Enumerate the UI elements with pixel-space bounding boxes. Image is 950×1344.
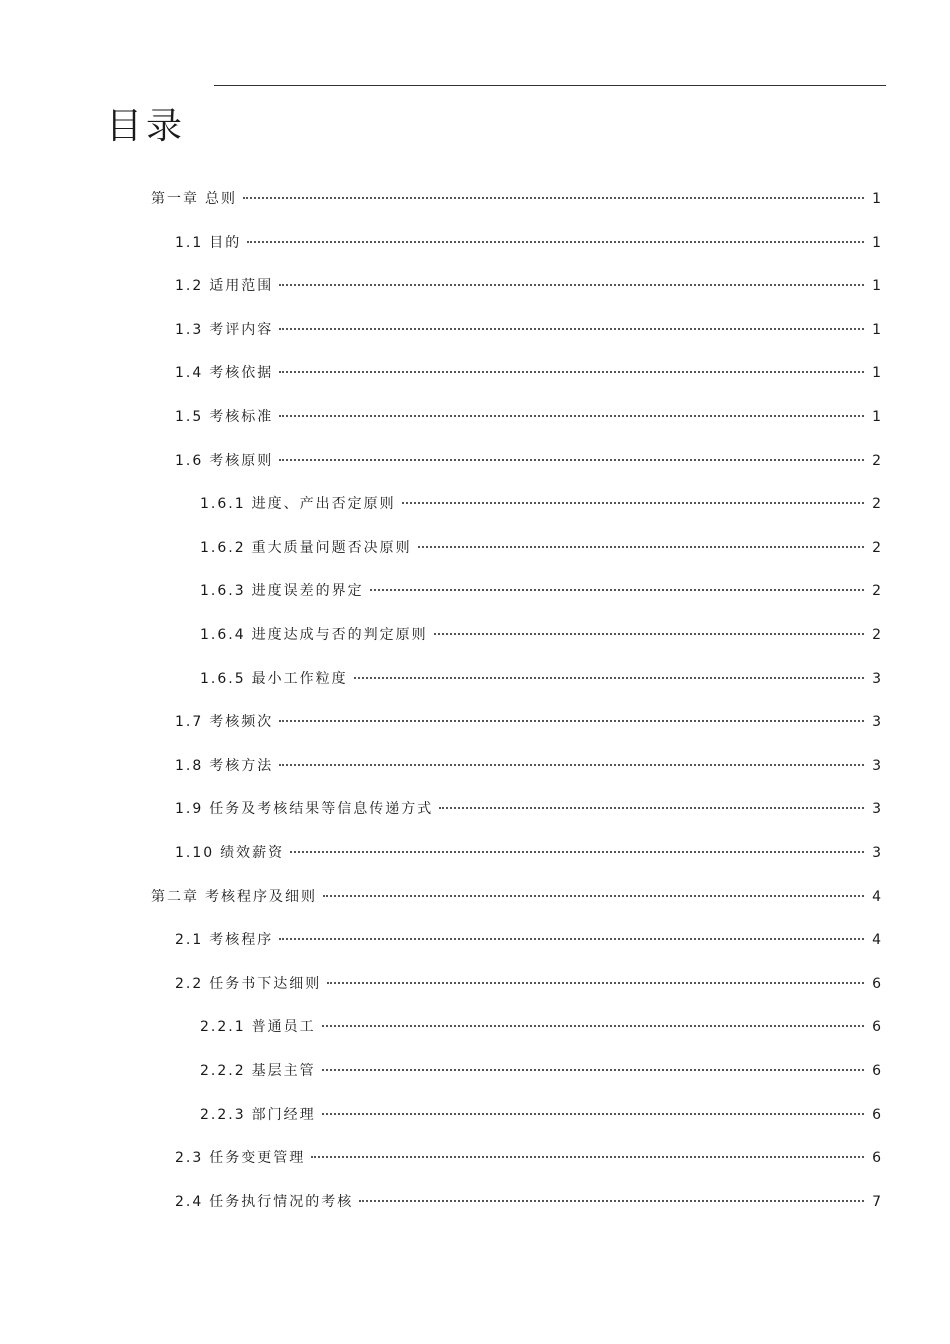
toc-entry-page-number: 2 [872,496,881,512]
dot-leader [370,589,864,591]
toc-entry-number: 1.2 [175,278,204,294]
toc-entry-page-number: 3 [872,801,881,817]
toc-entry-number: 1.6.2 [200,540,246,556]
toc-entry[interactable] [200,667,881,691]
toc-entry-label: 适用范围 [209,278,274,294]
toc-entry[interactable] [175,1190,881,1214]
toc-entry-page-number: 3 [872,671,881,687]
toc-entry-page-number: 2 [872,583,881,599]
toc-entry-number: 2.2.2 [200,1063,246,1079]
toc-entry-page-number: 3 [872,758,881,774]
toc-entry[interactable] [200,492,881,516]
toc-entry-number: 2.3 [175,1150,204,1166]
toc-entry[interactable] [175,449,881,473]
toc-entry-label: 考核频次 [209,714,274,730]
toc-entry-label: 考核方法 [209,758,274,774]
toc-entry-label: 基层主管 [251,1063,316,1079]
dot-leader [322,1113,864,1115]
toc-entry-number: 1.5 [175,409,204,425]
toc-entry-label: 任务变更管理 [209,1150,306,1166]
toc-entry[interactable] [200,1103,881,1127]
toc-entry-number: 1.6.4 [200,627,246,643]
toc-entry-number: 1.6.1 [200,496,246,512]
dot-leader [279,371,864,373]
toc-entry[interactable] [200,536,881,560]
dot-leader [327,982,864,984]
toc-entry[interactable] [175,318,881,342]
toc-entry-page-number: 3 [872,845,881,861]
toc-entry-label: 考核标准 [209,409,274,425]
toc-entry-label: 最小工作粒度 [251,671,348,687]
toc-entry-label: 考评内容 [209,322,274,338]
toc-entry-number: 1.9 [175,801,204,817]
dot-leader [247,241,864,243]
toc-entry[interactable] [175,928,881,952]
toc-entry-page-number: 1 [872,365,881,381]
toc-entry-label: 考核依据 [209,365,274,381]
dot-leader [434,633,864,635]
toc-entry-label: 任务书下达细则 [209,976,322,992]
toc-entry-number: 2.4 [175,1194,204,1210]
toc-entry-page-number: 6 [872,1019,881,1035]
dot-leader [359,1200,864,1202]
toc-entry[interactable] [175,405,881,429]
dot-leader [279,938,864,940]
toc-entry[interactable] [175,1146,881,1170]
toc-entry[interactable] [200,1015,881,1039]
toc-entry-label: 考核程序 [209,932,274,948]
toc-entry[interactable] [200,623,881,647]
toc-entry[interactable] [175,231,881,255]
toc-entry-number: 2.2 [175,976,204,992]
dot-leader [418,546,864,548]
toc-entry-page-number: 3 [872,714,881,730]
toc-entry[interactable] [175,754,881,778]
header-rule [214,85,886,86]
toc-entry-label: 进度、产出否定原则 [251,496,396,512]
dot-leader [279,720,864,722]
toc-entry[interactable] [175,797,881,821]
toc-entry-label: 任务执行情况的考核 [209,1194,354,1210]
dot-leader [323,895,864,897]
toc-entry[interactable] [200,1059,881,1083]
toc-entry-page-number: 2 [872,453,881,469]
toc-entry-number: 2.2.1 [200,1019,246,1035]
toc-entry-label: 总则 [205,191,237,207]
toc-entry-number: 1.6 [175,453,204,469]
dot-leader [322,1069,864,1071]
toc-entry[interactable] [151,885,881,909]
toc-entry-number: 2.1 [175,932,204,948]
page-title: 目录 [106,106,187,147]
toc-entry-label: 部门经理 [251,1107,316,1123]
dot-leader [279,328,864,330]
toc-entry-page-number: 1 [872,235,881,251]
toc-entry-label: 重大质量问题否决原则 [251,540,412,556]
toc-entry-label: 绩效薪资 [220,845,285,861]
toc-entry-page-number: 2 [872,627,881,643]
toc-entry-page-number: 1 [872,409,881,425]
toc-entry-number: 1.6.5 [200,671,246,687]
toc-entry-page-number: 6 [872,976,881,992]
toc-entry-number: 2.2.3 [200,1107,246,1123]
toc-entry-label: 进度误差的界定 [251,583,364,599]
toc-entry[interactable] [175,972,881,996]
toc-entry-number: 1.3 [175,322,204,338]
toc-entry-label: 进度达成与否的判定原则 [251,627,428,643]
dot-leader [279,459,864,461]
toc-entry-number: 1.6.3 [200,583,246,599]
dot-leader [243,197,864,199]
toc-entry-page-number: 6 [872,1150,881,1166]
toc-entry-page-number: 2 [872,540,881,556]
dot-leader [322,1025,864,1027]
toc-entry-label: 任务及考核结果等信息传递方式 [209,801,434,817]
dot-leader [279,284,864,286]
toc-entry[interactable] [175,841,881,865]
toc-entry-page-number: 7 [872,1194,881,1210]
toc-entry-label: 考核原则 [209,453,274,469]
toc-entry-number: 1.8 [175,758,204,774]
toc-entry-page-number: 1 [872,278,881,294]
toc-entry-label: 普通员工 [251,1019,316,1035]
toc-entry-page-number: 6 [872,1107,881,1123]
dot-leader [402,502,864,504]
toc-entry-page-number: 1 [872,191,881,207]
toc-entry-page-number: 6 [872,1063,881,1079]
toc-entry[interactable] [151,187,881,211]
dot-leader [290,851,864,853]
toc-entry-number: 1.1 [175,235,204,251]
toc-entry[interactable] [175,274,881,298]
dot-leader [311,1156,864,1158]
toc-entry-number: 1.10 [175,845,215,861]
dot-leader [279,764,864,766]
toc-entry-page-number: 4 [872,932,881,948]
toc-entry-page-number: 1 [872,322,881,338]
toc-entry[interactable] [200,579,881,603]
toc-entry-label: 目的 [209,235,242,251]
toc-entry-number: 1.7 [175,714,204,730]
toc-entry-label: 考核程序及细则 [205,889,317,905]
dot-leader [354,677,864,679]
toc-entry-number: 1.4 [175,365,204,381]
toc-entry-page-number: 4 [872,889,881,905]
dot-leader [439,807,864,809]
dot-leader [279,415,864,417]
toc-entry-number: 第一章 [151,191,199,207]
toc-entry[interactable] [175,710,881,734]
toc-entry-number: 第二章 [151,889,199,905]
toc-entry[interactable] [175,361,881,385]
